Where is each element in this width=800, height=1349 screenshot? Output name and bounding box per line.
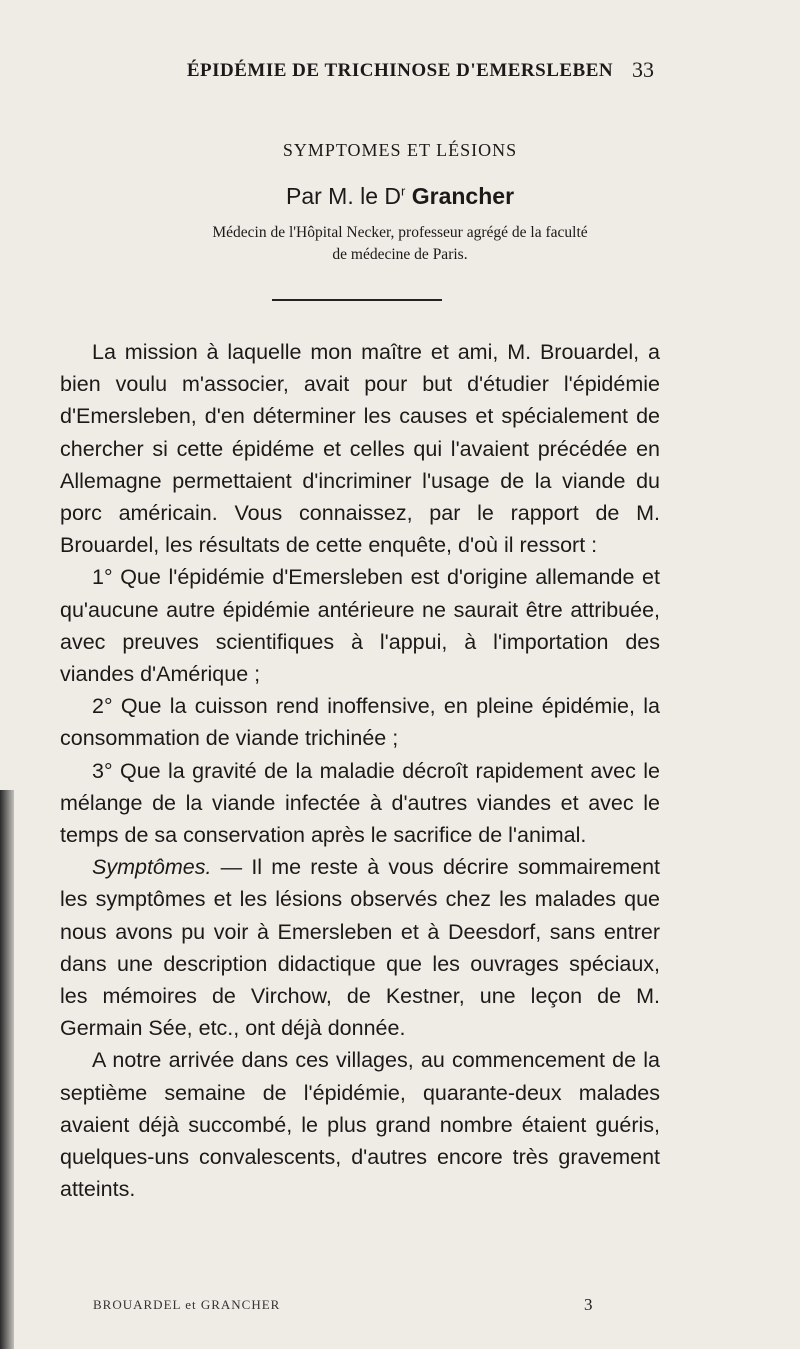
author-line: [120, 183, 680, 210]
footer-sheet-number: 3: [584, 1295, 593, 1314]
binding-shadow: [0, 790, 14, 1349]
author-name: Grancher: [411, 183, 515, 209]
section-divider: [272, 299, 442, 301]
affiliation-line-1: Médecin de l'Hôpital Necker, professeur agrégé de la faculté: [212, 224, 588, 241]
paragraph-point-2: 2° Que la cuisson rend inoffensive, en pleine épidémie, la consommation de viande trichinée ;: [60, 694, 660, 751]
paragraph-point-3: 3° Que la gravité de la maladie décroît rapidement avec le mélange de la viande infectée à d'autres viandes et avec le temps de sa conservation après le sacrifice de l'animal.: [60, 758, 660, 848]
paragraph-arrival: A notre arrivée dans ces villages, au commencement de la septième semaine de l'épidémie, quarante-deux malades avaient déjà succombé, le plus grand nombre étaient guéris, quelques-uns convalescents, d'autres encore très gravement atteints.: [60, 1048, 660, 1202]
symptoms-heading: Symptômes.: [92, 855, 212, 880]
author-prefix-sup: r: [401, 183, 406, 199]
symptoms-text: — Il me reste à vous décrire sommairement les symptômes et les lésions observés chez les malades que nous avons pu voir à Emersleben et à Deesdorf, sans entrer dans une description didactique que les ouvrages spéciaux, les mémoires de Virchow, de Kestner, une leçon de M. Germain Sée, etc., ont déjà donnée.: [60, 855, 660, 1041]
paragraph-point-1: 1° Que l'épidémie d'Emersleben est d'origine allemande et qu'aucune autre épidémie antérieure ne saurait être attribuée, avec preuves scientifiques à l'appui, à l'importation des viandes d'Amérique ;: [60, 565, 660, 687]
affiliation-line-2: de médecine de Paris.: [332, 246, 468, 263]
author-prefix: Par M. le D: [285, 183, 402, 209]
running-head: ÉPIDÉMIE DE TRICHINOSE D'EMERSLEBEN: [186, 60, 614, 81]
footer-signature: BROUARDEL et GRANCHER: [93, 1297, 281, 1312]
body-text: [60, 336, 660, 1205]
paragraph-intro: La mission à laquelle mon maître et ami, M. Brouardel, a bien voulu m'associer, avait pour but d'étudier l'épidémie d'Emersleben, d'en déterminer les causes et spécialement de chercher si cette épidéme et celles qui l'avaient précédée en Allemagne permettaient d'incriminer l'usage de la viande du porc américain. Vous connaissez, par le rapport de M. Brouardel, les résultats de cette enquête, d'où il ressort :: [60, 340, 660, 558]
paragraph-symptoms: [60, 851, 660, 1044]
section-title: SYMPTOMES ET LÉSIONS: [282, 140, 518, 160]
author-affiliation: [120, 222, 680, 266]
page-number: 33: [632, 57, 654, 82]
